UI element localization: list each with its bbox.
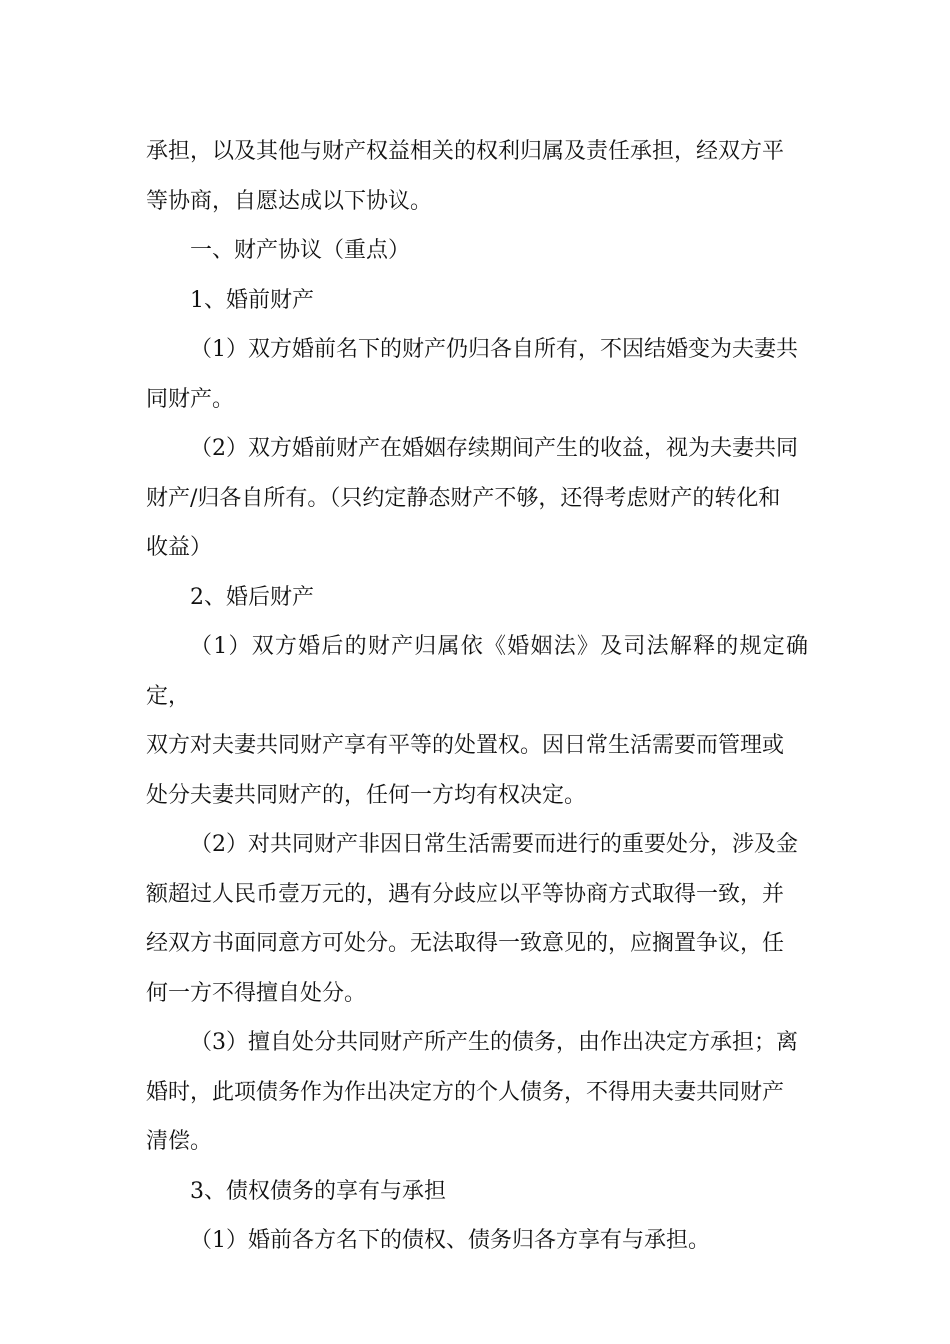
document-body (146, 127, 808, 1266)
text-line: 婚时，此项债务作为作出决定方的个人债务，不得用夫妻共同财产 (146, 1079, 785, 1105)
clause-marital-2 (146, 820, 808, 1018)
text-line: 同财产。 (146, 386, 235, 412)
text-line: 一、财产协议（重点） (190, 238, 411, 263)
text-line: 承担，以及其他与财产权益相关的权利归属及责任承担，经双方平 (146, 139, 785, 164)
text-line: （3）擅自处分共同财产所产生的债务，由作出决定方承担；离 (190, 1030, 798, 1055)
section-heading-property-agreement (146, 226, 808, 276)
text-line: 何一方不得擅自处分。 (146, 980, 367, 1006)
text-line: （1）双方婚前名下的财产仍归各自所有，不因结婚变为夫妻共 (190, 337, 798, 362)
clause-marital-3 (146, 1018, 808, 1167)
text-line: 等协商，自愿达成以下协议。 (146, 188, 433, 214)
subsection-heading-marital-property (146, 573, 808, 623)
text-line: （1）婚前各方名下的债权、债务归各方享有与承担。 (190, 1228, 710, 1253)
text-line: 额超过人民币壹万元的，遇有分歧应以平等协商方式取得一致，并 (146, 881, 785, 907)
text-line: 1、婚前财产 (190, 287, 314, 313)
text-line: （2）双方婚前财产在婚姻存续期间产生的收益，视为夫妻共同 (190, 436, 798, 461)
text-line: （1）双方婚后的财产归属依《婚姻法》及司法解释的规定确定， (146, 634, 808, 709)
clause-premarital-1 (146, 325, 808, 424)
text-line: （2）对共同财产非因日常生活需要而进行的重要处分，涉及金 (190, 832, 798, 857)
subsection-heading-debts (146, 1167, 808, 1217)
paragraph-intro-continuation (146, 127, 808, 226)
text-line: 2、婚后财产 (190, 584, 314, 610)
clause-premarital-2 (146, 424, 808, 573)
text-line: 财产/归各自所有。（只约定静态财产不够，还得考虑财产的转化和 (146, 485, 781, 511)
text-line: 收益） (146, 535, 213, 560)
clause-debts-1 (146, 1216, 808, 1266)
text-line: 处分夫妻共同财产的，任何一方均有权决定。 (146, 782, 587, 808)
subsection-heading-premarital-property (146, 276, 808, 326)
clause-marital-1 (146, 622, 808, 820)
text-line: 清偿。 (146, 1129, 213, 1154)
text-line: 经双方书面同意方可处分。无法取得一致意见的，应搁置争议，任 (146, 931, 785, 956)
text-line: 双方对夫妻共同财产享有平等的处置权。因日常生活需要而管理或 (146, 733, 785, 758)
text-line: 3、债权债务的享有与承担 (190, 1178, 446, 1204)
